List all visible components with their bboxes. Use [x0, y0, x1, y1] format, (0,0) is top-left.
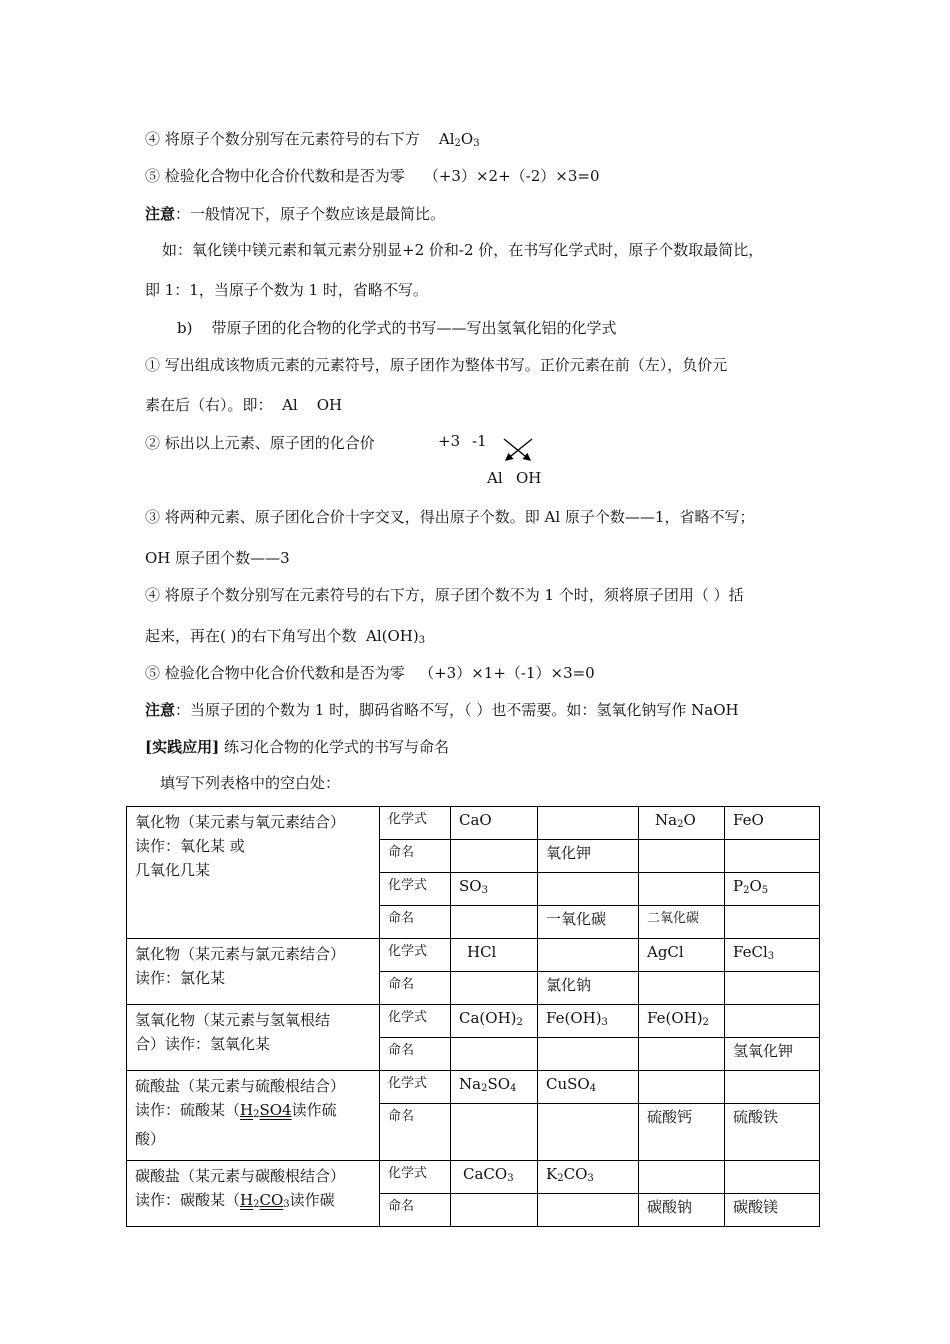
- element-al: Al: [487, 469, 503, 487]
- blank-cell[interactable]: [639, 1161, 725, 1194]
- formula-aloh3: $Al(OH)_3$: [366, 627, 426, 646]
- step-5b-line: ⑤ 检验化合物中化合价代数和是否为零 （+3）×1+（-1）×3=0: [145, 664, 595, 682]
- table-row: 命名 氢氧化钾: [127, 1038, 820, 1071]
- blank-cell[interactable]: [725, 972, 820, 1005]
- section-b-heading: b) 带原子团的化合物的化学式的书写——写出氢氧化铝的化学式: [177, 319, 617, 337]
- blank-cell[interactable]: [451, 906, 538, 939]
- blank-cell[interactable]: [639, 972, 725, 1005]
- note-line-2: 注意：当原子团的个数为 1 时，脚码省略不写，（ ）也不需要。如：氢氧化钠写作 NaOH: [145, 701, 739, 719]
- table-row: 氢氧化物（某元素与氢氧根结 合）读作：氢氧化某 化学式 $Ca(OH)_2$ $Fe(OH)_3$ $Fe(OH)_2$: [127, 1005, 820, 1038]
- blank-cell[interactable]: [639, 873, 725, 906]
- blank-cell[interactable]: [639, 1038, 725, 1071]
- blank-cell[interactable]: [725, 906, 820, 939]
- table-row: 命名 氯化钠: [127, 972, 820, 1005]
- example-line: 如：氧化镁中镁元素和氧元素分别显+2 价和-2 价，在书写化学式时，原子个数取最简比，: [162, 241, 764, 259]
- blank-cell[interactable]: [451, 1104, 538, 1161]
- table-row: 硫酸盐（某元素与硫酸根结合） 读作：硫酸某（$H_2SO4$读作硫 酸） 化学式 $Na_2SO_4$ CuSO$_4$: [127, 1071, 820, 1104]
- table-row: 碳酸盐（某元素与碳酸根结合） 读作：碳酸某（$H_2CO_3$读作碳 化学式 CaCO$_3$ $K_2CO_3$: [127, 1161, 820, 1194]
- table-row: 命名 一氧化碳 二氧化碳: [127, 906, 820, 939]
- cross-arrows-icon: [500, 436, 536, 464]
- blank-cell[interactable]: [639, 840, 725, 873]
- valence-sum: （+3）×2+（-2）×3=0: [423, 167, 600, 185]
- blank-cell[interactable]: [725, 1005, 820, 1038]
- blank-cell[interactable]: [451, 1194, 538, 1227]
- instruction-line: 填写下列表格中的空白处：: [160, 774, 341, 792]
- step-5-line: ⑤ 检验化合物中化合价代数和是否为零 （+3）×2+（-2）×3=0: [145, 167, 600, 185]
- valence-a: +3: [438, 432, 461, 450]
- blank-cell[interactable]: [451, 972, 538, 1005]
- blank-cell[interactable]: [639, 1071, 725, 1104]
- blank-cell[interactable]: [451, 1038, 538, 1071]
- blank-cell[interactable]: [725, 840, 820, 873]
- practice-heading: [实践应用] 练习化合物的化学式的书写与命名: [145, 738, 449, 756]
- category-chloride: 氯化物（某元素与氯元素结合） 读作：氯化某: [127, 939, 380, 1005]
- example-line-2: 即 1：1，当原子个数为 1 时，省略不写。: [145, 281, 428, 299]
- formula-al-oh: Al OH: [282, 396, 343, 414]
- step-4-line: ④ 将原子个数分别写在元素符号的右下方 $Al_2O_3$: [145, 130, 480, 149]
- table-row: 命名 碳酸钠 碳酸镁: [127, 1194, 820, 1227]
- table-row: 命名 硫酸钙 硫酸铁: [127, 1104, 820, 1161]
- category-sulfate: 硫酸盐（某元素与硫酸根结合） 读作：硫酸某（$H_2SO4$读作硫 酸）: [127, 1071, 380, 1161]
- category-oxide: 氧化物（某元素与氧元素结合） 读作：氧化某 或 几氧化几某: [127, 807, 380, 939]
- formula-al2o3: $Al_2O_3$: [438, 130, 480, 149]
- blank-cell[interactable]: [538, 873, 639, 906]
- element-oh: OH: [516, 469, 542, 487]
- blank-cell[interactable]: [538, 939, 639, 972]
- step-1-line-2: 素在后（右）。即： Al OH: [145, 396, 343, 414]
- table-row: 化学式 $SO_3$ $P_2O_5$: [127, 873, 820, 906]
- table-row: 氯化物（某元素与氯元素结合） 读作：氯化某 化学式 HCl AgCl FeCl$_3$: [127, 939, 820, 972]
- blank-cell[interactable]: [538, 1104, 639, 1161]
- blank-cell[interactable]: [451, 840, 538, 873]
- note-line: 注意：一般情况下，原子个数应该是最简比。: [145, 205, 446, 223]
- valence-sum-2: （+3）×1+（-1）×3=0: [419, 664, 595, 682]
- blank-cell[interactable]: [538, 1038, 639, 1071]
- step-3-line-2: OH 原子团个数——3: [145, 549, 290, 567]
- table-row: 命名 氧化钾: [127, 840, 820, 873]
- step-1-line: ① 写出组成该物质元素的元素符号，原子团作为整体书写。正价元素在前（左），负价元: [145, 356, 728, 374]
- table-row: 氧化物（某元素与氧元素结合） 读作：氧化某 或 几氧化几某 化学式 CaO $Na_2O$ FeO: [127, 807, 820, 840]
- step-3-line: ③ 将两种元素、原子团化合价十字交叉，得出原子个数。即 Al 原子个数——1，省略不写；: [145, 508, 755, 526]
- category-hydroxide: 氢氧化物（某元素与氢氧根结 合）读作：氢氧化某: [127, 1005, 380, 1071]
- step-4b-line-2: 起来，再在( )的右下角写出个数 $Al(OH)_3$: [145, 627, 426, 646]
- blank-cell[interactable]: [538, 807, 639, 840]
- valence-b: -1: [472, 432, 487, 450]
- blank-cell[interactable]: [725, 1161, 820, 1194]
- blank-cell[interactable]: [725, 1071, 820, 1104]
- practice-table: [126, 806, 820, 1227]
- step-4b-line: ④ 将原子个数分别写在元素符号的右下方，原子团个数不为 1 个时，须将原子团用（ ）括: [145, 586, 744, 604]
- category-carbonate: 碳酸盐（某元素与碳酸根结合） 读作：碳酸某（$H_2CO_3$读作碳: [127, 1161, 380, 1227]
- step-2-line: ② 标出以上元素、原子团的化合价: [145, 434, 375, 452]
- blank-cell[interactable]: [538, 1194, 639, 1227]
